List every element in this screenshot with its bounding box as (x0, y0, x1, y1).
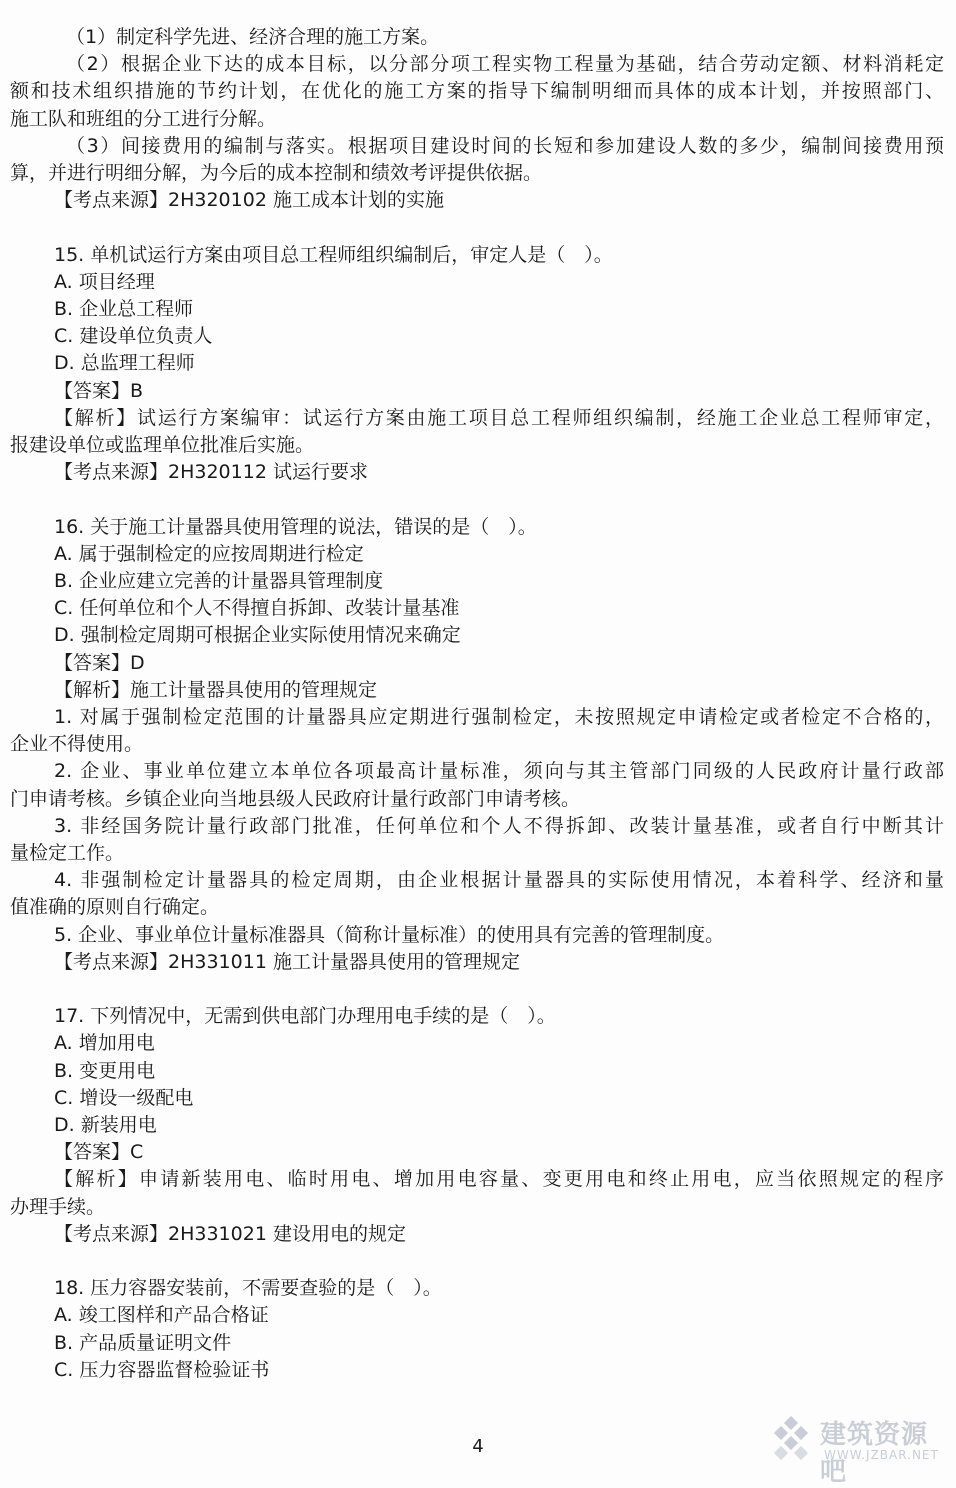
analysis-point: 5. 企业、事业单位计量标准器具（简称计量标准）的使用具有完善的管理制度。 (54, 923, 725, 946)
option-line: A. 竣工图样和产品合格证 (54, 1304, 269, 1327)
option-line: D. 新装用电 (54, 1114, 157, 1137)
analysis-line: 办理手续。 (10, 1195, 106, 1218)
paragraph-line: 施工队和班组的分工进行分解。 (10, 107, 277, 130)
source-line: 【考点来源】2H320112 试运行要求 (54, 461, 368, 484)
question-18: 18. 压力容器安装前，不需要查验的是（ ）。 (54, 1277, 442, 1300)
option-line: B. 产品质量证明文件 (54, 1331, 232, 1354)
analysis-line: 报建设单位或监理单位批准后实施。 (10, 434, 315, 457)
option-line: A. 项目经理 (54, 270, 155, 293)
source-line: 【考点来源】2H331011 施工计量器具使用的管理规定 (54, 950, 520, 973)
paragraph-line: 算，并进行明细分解，为今后的成本控制和绩效考评提供依据。 (10, 162, 543, 185)
watermark-name: 建筑资源吧 (820, 1420, 929, 1487)
analysis-point: 2. 企业、事业单位建立本单位各项最高计量标准，须向与其主管部门同级的人民政府计量行政部 (54, 760, 944, 783)
answer-line: 【答案】D (54, 651, 145, 674)
page-number: 4 (472, 1436, 484, 1457)
question-16: 16. 关于施工计量器具使用管理的说法，错误的是（ ）。 (54, 515, 537, 538)
option-line: D. 强制检定周期可根据企业实际使用情况来确定 (54, 624, 461, 647)
analysis-point: 4. 非强制检定计量器具的检定周期，由企业根据计量器具的实际使用情况，本着科学、经济和量 (54, 869, 944, 892)
option-line: B. 企业应建立完善的计量器具管理制度 (54, 570, 384, 593)
analysis-point-cont: 企业不得使用。 (10, 733, 144, 756)
spacer (10, 976, 944, 1003)
analysis-line: 【解析】试运行方案编审：试运行方案由施工项目总工程师组织编制，经施工企业总工程师审定， (54, 406, 944, 429)
paragraph-line: 额和技术组织措施的节约计划，在优化的施工方案的指导下编制明细而具体的成本计划，并按照部门、 (10, 80, 944, 103)
option-line: B. 企业总工程师 (54, 298, 194, 321)
watermark (768, 1412, 948, 1487)
option-line: D. 总监理工程师 (54, 352, 195, 375)
spacer (10, 1248, 944, 1275)
paragraph-line: （2）根据企业下达的成本目标，以分部分项工程实物工程量为基础，结合劳动定额、材料消耗定 (66, 53, 944, 76)
analysis-point-cont: 量检定工作。 (10, 842, 125, 865)
option-line: C. 压力容器监督检验证书 (54, 1358, 270, 1381)
page-content (10, 24, 944, 1384)
spacer (10, 214, 944, 241)
spacer (10, 486, 944, 513)
paragraph-line: （1）制定科学先进、经济合理的施工方案。 (66, 26, 440, 48)
option-line: C. 增设一级配电 (54, 1086, 194, 1109)
analysis-title: 【解析】施工计量器具使用的管理规定 (54, 678, 378, 701)
answer-line: 【答案】B (54, 379, 144, 402)
source-line: 【考点来源】2H320102 施工成本计划的实施 (54, 189, 444, 212)
paragraph-line: （3）间接费用的编制与落实。根据项目建设时间的长短和参加建设人数的多少，编制间接费用预 (66, 134, 944, 157)
answer-line: 【答案】C (54, 1141, 144, 1164)
source-line: 【考点来源】2H331021 建设用电的规定 (54, 1222, 406, 1245)
question-15: 15. 单机试运行方案由项目总工程师组织编制后，审定人是（ ）。 (54, 243, 613, 266)
option-line: A. 属于强制检定的应按周期进行检定 (54, 542, 364, 565)
question-17: 17. 下列情况中，无需到供电部门办理用电手续的是（ ）。 (54, 1005, 556, 1028)
analysis-line: 【解析】申请新装用电、临时用电、增加用电容量、变更用电和终止用电，应当依照规定的程序 (54, 1168, 944, 1191)
analysis-point-cont: 值准确的原则自行确定。 (10, 896, 220, 919)
analysis-point-cont: 门申请考核。乡镇企业向当地县级人民政府计量行政部门申请考核。 (10, 787, 581, 810)
watermark-url: WWW.JZBAR.NET (824, 1448, 939, 1462)
analysis-point: 1. 对属于强制检定范围的计量器具应定期进行强制检定，未按照规定申请检定或者检定不合格的， (54, 706, 944, 729)
option-line: A. 增加用电 (54, 1032, 155, 1055)
option-line: B. 变更用电 (54, 1059, 156, 1082)
analysis-point: 3. 非经国务院计量行政部门批准，任何单位和个人不得拆卸、改装计量基准，或者自行中断其计 (54, 814, 944, 837)
diamond-logo-icon (768, 1416, 814, 1462)
option-line: C. 任何单位和个人不得擅自拆卸、改装计量基准 (54, 597, 460, 620)
option-line: C. 建设单位负责人 (54, 325, 213, 348)
